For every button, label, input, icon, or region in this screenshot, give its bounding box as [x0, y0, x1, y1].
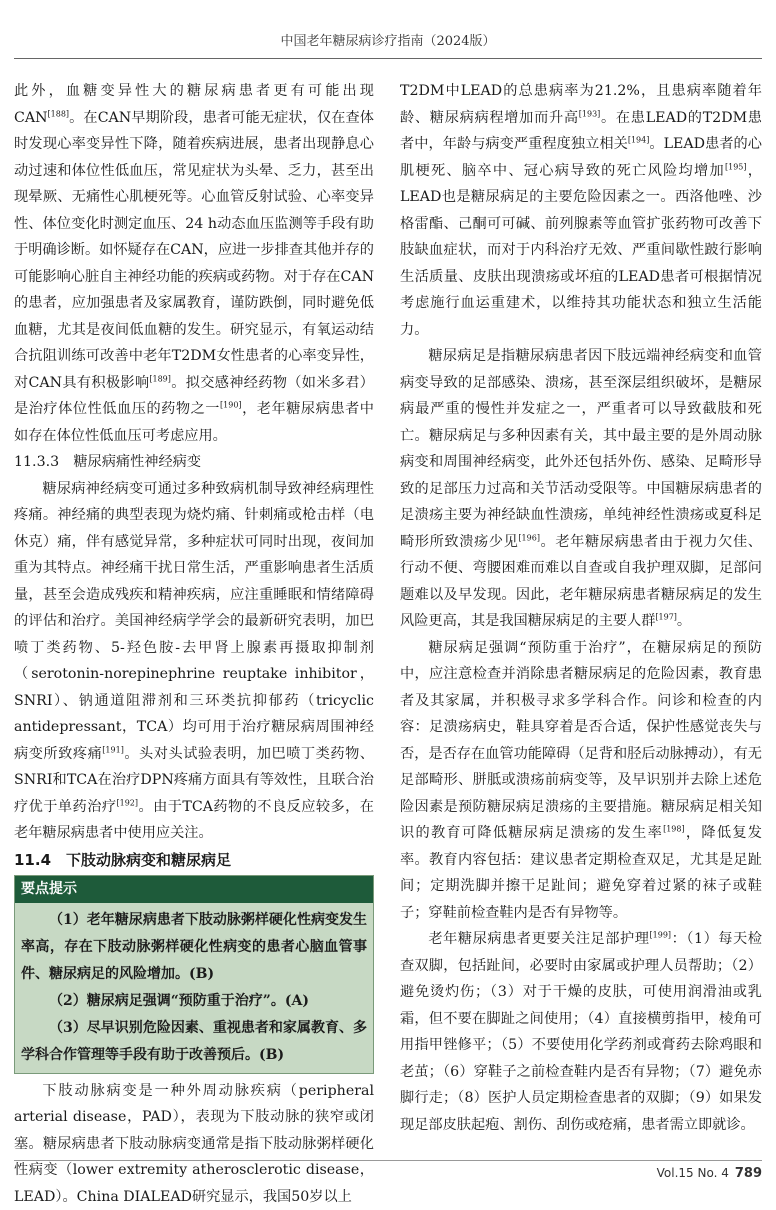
- citation[interactable]: [191]: [102, 745, 124, 754]
- left-column: [14, 78, 374, 1210]
- citation[interactable]: [196]: [518, 533, 540, 542]
- page-number: 789: [735, 1166, 762, 1181]
- citation[interactable]: [188]: [48, 109, 70, 118]
- section-heading: 11.4 下肢动脉病变和糖尿病足: [14, 847, 374, 874]
- citation[interactable]: [190]: [220, 400, 242, 409]
- keypoint-item: （2）糖尿病足强调“预防重于治疗”。(A): [21, 988, 367, 1015]
- paragraph-foot-care: 老年糖尿病患者更要关注足部护理[199]：（1）每天检查双脚，包括趾间，必要时由家属或护理人员帮助；（2）避免烫灼伤；（3）对于干燥的皮肤，可使用润滑油或乳霜，但不要在脚趾之间使用；（4）直接横剪指甲，棱角可用指甲锉修平；（5）不要使用化学药剂或膏药去除鸡眼和老茧；（6）穿鞋子之前检查鞋内是否有异物；（7）避免赤脚行走；（8）医护人员定期检查患者的双脚；（9）如果发现足部皮肤起疱、割伤、刮伤或疮痛，患者需立即就诊。: [400, 926, 762, 1138]
- citation[interactable]: [194]: [628, 135, 650, 144]
- footer-divider: [14, 1160, 762, 1161]
- running-header: 中国老年糖尿病诊疗指南（2024版）: [0, 30, 776, 49]
- paragraph-diabetic-foot: 糖尿病足是指糖尿病患者因下肢远端神经病变和血管病变导致的足部感染、溃疡，甚至深层组织破坏，是糖尿病最严重的慢性并发症之一，严重者可以导致截肢和死亡。糖尿病足与多种因素有关，其中最主要的是外周动脉病变和周围神经病变，此外还包括外伤、感染、足畸形导致的足部压力过高和关节活动受限等。中国糖尿病患者的足溃疡主要为神经缺血性溃疡，单纯神经性溃疡或夏科足畸形所致溃疡少见[196]。老年糖尿病患者由于视力欠佳、行动不便、弯腰困难而难以自查或自我护理双脚，足部问题难以及早发现。因此，老年糖尿病患者糖尿病足的发生风险更高，其是我国糖尿病足的主要人群[197]。: [400, 343, 762, 635]
- citation[interactable]: [193]: [579, 109, 601, 118]
- keypoint-item: （3）尽早识别危险因素、重视患者和家属教育、多学科合作管理等手段有助于改善预后。(B): [21, 1015, 367, 1069]
- volume-issue: Vol.15 No. 4: [657, 1166, 729, 1180]
- paragraph-lead-prevalence: T2DM中LEAD的总患病率为21.2%，且患病率随着年龄、糖尿病病程增加而升高[193]。在患LEAD的T2DM患者中，年龄与病变严重程度独立相关[194]。LEAD患者的心肌梗死、脑卒中、冠心病导致的死亡风险均增加[195]，LEAD也是糖尿病足的主要危险因素之一。西洛他唑、沙格雷酯、己酮可可碱、前列腺素等血管扩张药物可改善下肢缺血症状，而对于内科治疗无效、严重间歇性跛行影响生活质量、皮肤出现溃疡或坏疽的LEAD患者可根据情况考虑施行血运重建术，以维持其功能状态和独立生活能力。: [400, 78, 762, 343]
- paragraph-foot-prevention: 糖尿病足强调“预防重于治疗”，在糖尿病足的预防中，应注意检查并消除患者糖尿病足的危险因素，教育患者及其家属，并积极寻求多学科合作。问诊和检查的内容：足溃疡病史，鞋具穿着是否合适，保护性感觉丧失与否，是否存在血管功能障碍（足背和胫后动脉搏动），有无足部畸形、胼胝或溃疡前病变等，及早识别并去除上述危险因素是预防糖尿病足溃疡的主要措施。糖尿病足相关知识的教育可降低糖尿病足溃疡的发生率[198]，降低复发率。教育内容包括：建议患者定期检查双足，尤其是足趾间；定期洗脚并擦干足趾间；避免穿着过紧的袜子或鞋子；穿鞋前检查鞋内是否有异物等。: [400, 635, 762, 927]
- citation[interactable]: [189]: [149, 374, 171, 383]
- citation[interactable]: [199]: [650, 930, 672, 939]
- citation[interactable]: [195]: [725, 162, 747, 171]
- header-divider: [14, 58, 762, 59]
- page-footer: [657, 1166, 762, 1181]
- right-column: [400, 78, 762, 1138]
- keypoints-box: [14, 875, 374, 1074]
- keypoints-body: [15, 903, 373, 1073]
- citation[interactable]: [198]: [663, 824, 685, 833]
- paragraph-lead-intro: 下肢动脉病变是一种外周动脉疾病（peripheral arterial disease，PAD），表现为下肢动脉的狭窄或闭塞。糖尿病患者下肢动脉病变通常是指下肢动脉粥样硬化性病变（lower extremity atherosclerotic disease，LEAD）。China DIALEAD研究显示，我国50岁以上: [14, 1078, 374, 1210]
- citation[interactable]: [192]: [116, 798, 138, 807]
- paragraph-can: 此外，血糖变异性大的糖尿病患者更有可能出现CAN[188]。在CAN早期阶段，患者可能无症状，仅在查体时发现心率变异性下降，随着疾病进展，患者出现静息心动过速和体位性低血压，常见症状为头晕、乏力，甚至出现晕厥、无痛性心肌梗死等。心血管反射试验、心率变异性、体位变化时测定血压、24 h动态血压监测等手段有助于明确诊断。如怀疑存在CAN，应进一步排查其他并存的可能影响心脏自主神经功能的疾病或药物。对于存在CAN的患者，应加强患者及家属教育，谨防跌倒，同时避免低血糖，尤其是夜间低血糖的发生。研究显示，有氧运动结合抗阻训练可改善中老年T2DM女性患者的心率变异性，对CAN具有积极影响[189]。拟交感神经药物（如米多君）是治疗体位性低血压的药物之一[190]，老年糖尿病患者中如存在体位性低血压可考虑应用。: [14, 78, 374, 449]
- keypoints-title: 要点提示: [15, 876, 373, 903]
- paragraph-painful-neuropathy: 糖尿病神经病变可通过多种致病机制导致神经病理性疼痛。神经痛的典型表现为烧灼痛、针刺痛或枪击样（电休克）痛，伴有感觉异常，多种症状可同时出现，夜间加重为其特点。神经痛干扰日常生活，严重影响患者生活质量，甚至会造成残疾和精神疾病，应注重睡眠和情绪障碍的评估和治疗。美国神经病学学会的最新研究表明，加巴喷丁类药物、5-羟色胺-去甲肾上腺素再摄取抑制剂（serotonin-norepinephrine reuptake inhibitor，SNRI）、钠通道阻滞剂和三环类抗抑郁药（tricyclic antidepressant，TCA）均可用于治疗糖尿病周围神经病变所致疼痛[191]。头对头试验表明，加巴喷丁类药物、SNRI和TCA在治疗DPN疼痛方面具有等效性，且联合治疗优于单药治疗[192]。由于TCA药物的不良反应较多，在老年糖尿病患者中使用应关注。: [14, 476, 374, 847]
- citation[interactable]: [197]: [655, 612, 677, 621]
- subsection-heading: 11.3.3 糖尿病痛性神经病变: [14, 449, 374, 476]
- keypoint-item: （1）老年糖尿病患者下肢动脉粥样硬化性病变发生率高，存在下肢动脉粥样硬化性病变的患者心脑血管事件、糖尿病足的风险增加。(B): [21, 907, 367, 988]
